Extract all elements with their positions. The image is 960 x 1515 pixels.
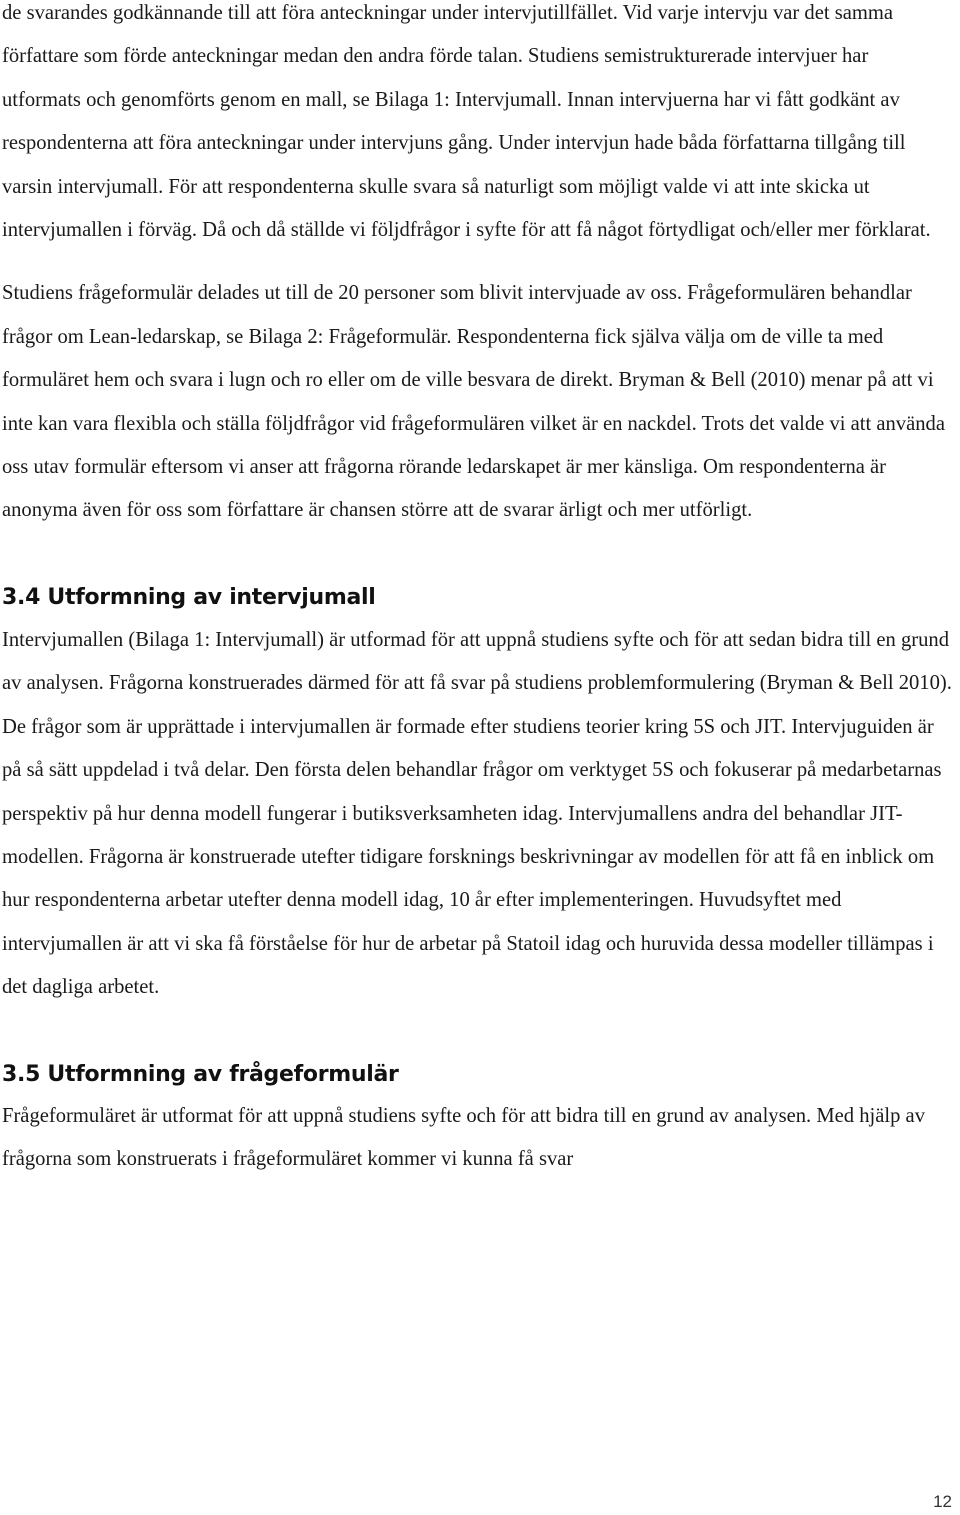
paragraph-questionnaire: Studiens frågeformulär delades ut till de 20 personer som blivit intervjuade av oss. Frågeformulären behandlar frågor om Lean-ledarskap, se Bilaga 2: Frågeformulär. Respondenterna fick själva välja om de ville ta med formuläret hem och svara i lugn och ro eller om de ville besvara de direkt. Bryman & Bell (2010) menar på att vi inte kan vara flexibla och ställa följdfrågor vid frågeformulären vilket är en nackdel. Trots det valde vi att använda oss utav formulär eftersom vi anser att frågorna rörande ledarskapet är mer känsliga. Om respondenterna är anonyma även för oss som författare är chansen större att de svarar ärligt och mer utförligt. <box>2 282 945 522</box>
section-heading-3-4: 3.4 Utformning av intervjumall <box>2 584 376 610</box>
page-number: 12 <box>933 1492 952 1511</box>
paragraph-interview-template: Intervjumallen (Bilaga 1: Intervjumall) är utformad för att uppnå studiens syfte och för att sedan bidra till en grund av analysen. Frågorna konstruerades därmed för att få svar på studiens problemformulering (Bryman & Bell 2010). De frågor som är upprättade i intervjumallen är formade efter studiens teorier kring 5S och JIT. Intervjuguiden är på så sätt uppdelad i två delar. Den första delen behandlar frågor om verktyget 5S och fokuserar på medarbetarnas perspektiv på hur denna modell fungerar i butiksverksamheten idag. Intervjumallens andra del behandlar JIT-modellen. Frågorna är konstruerade utefter tidigare forsknings beskrivningar av modellen för att få en inblick om hur respondenterna arbetar utefter denna modell idag, 10 år efter implementeringen. Huvudsyftet med intervjumallen är att vi ska få förståelse för hur de arbetar på Statoil idag och huruvida dessa modeller tillämpas i det dagliga arbetet. <box>2 628 952 999</box>
paragraph-questionnaire-design: Frågeformuläret är utformat för att uppnå studiens syfte och för att bidra till en grund av analysen. Med hjälp av frågorna som konstruerats i frågeformuläret kommer vi kunna få svar <box>2 1104 925 1170</box>
page-content <box>2 0 952 1181</box>
paragraph-interview-notes: de svarandes godkännande till att föra anteckningar under intervjutillfället. Vid varje intervju var det samma författare som förde anteckningar medan den andra förde talan. Studiens semistrukturerade intervjuer har utformats och genomförts genom en mall, se Bilaga 1: Intervjumall. Innan intervjuerna har vi fått godkänt av respondenterna att föra anteckningar under intervjuns gång. Under intervjun hade båda författarna tillgång till varsin intervjumall. För att respondenterna skulle svara så naturligt som möjligt valde vi att inte skicka ut intervjumallen i förväg. Då och då ställde vi följdfrågor i syfte för att få något förtydligat och/eller mer förklarat. <box>2 2 931 242</box>
section-heading-3-5: 3.5 Utformning av frågeformulär <box>2 1061 399 1087</box>
